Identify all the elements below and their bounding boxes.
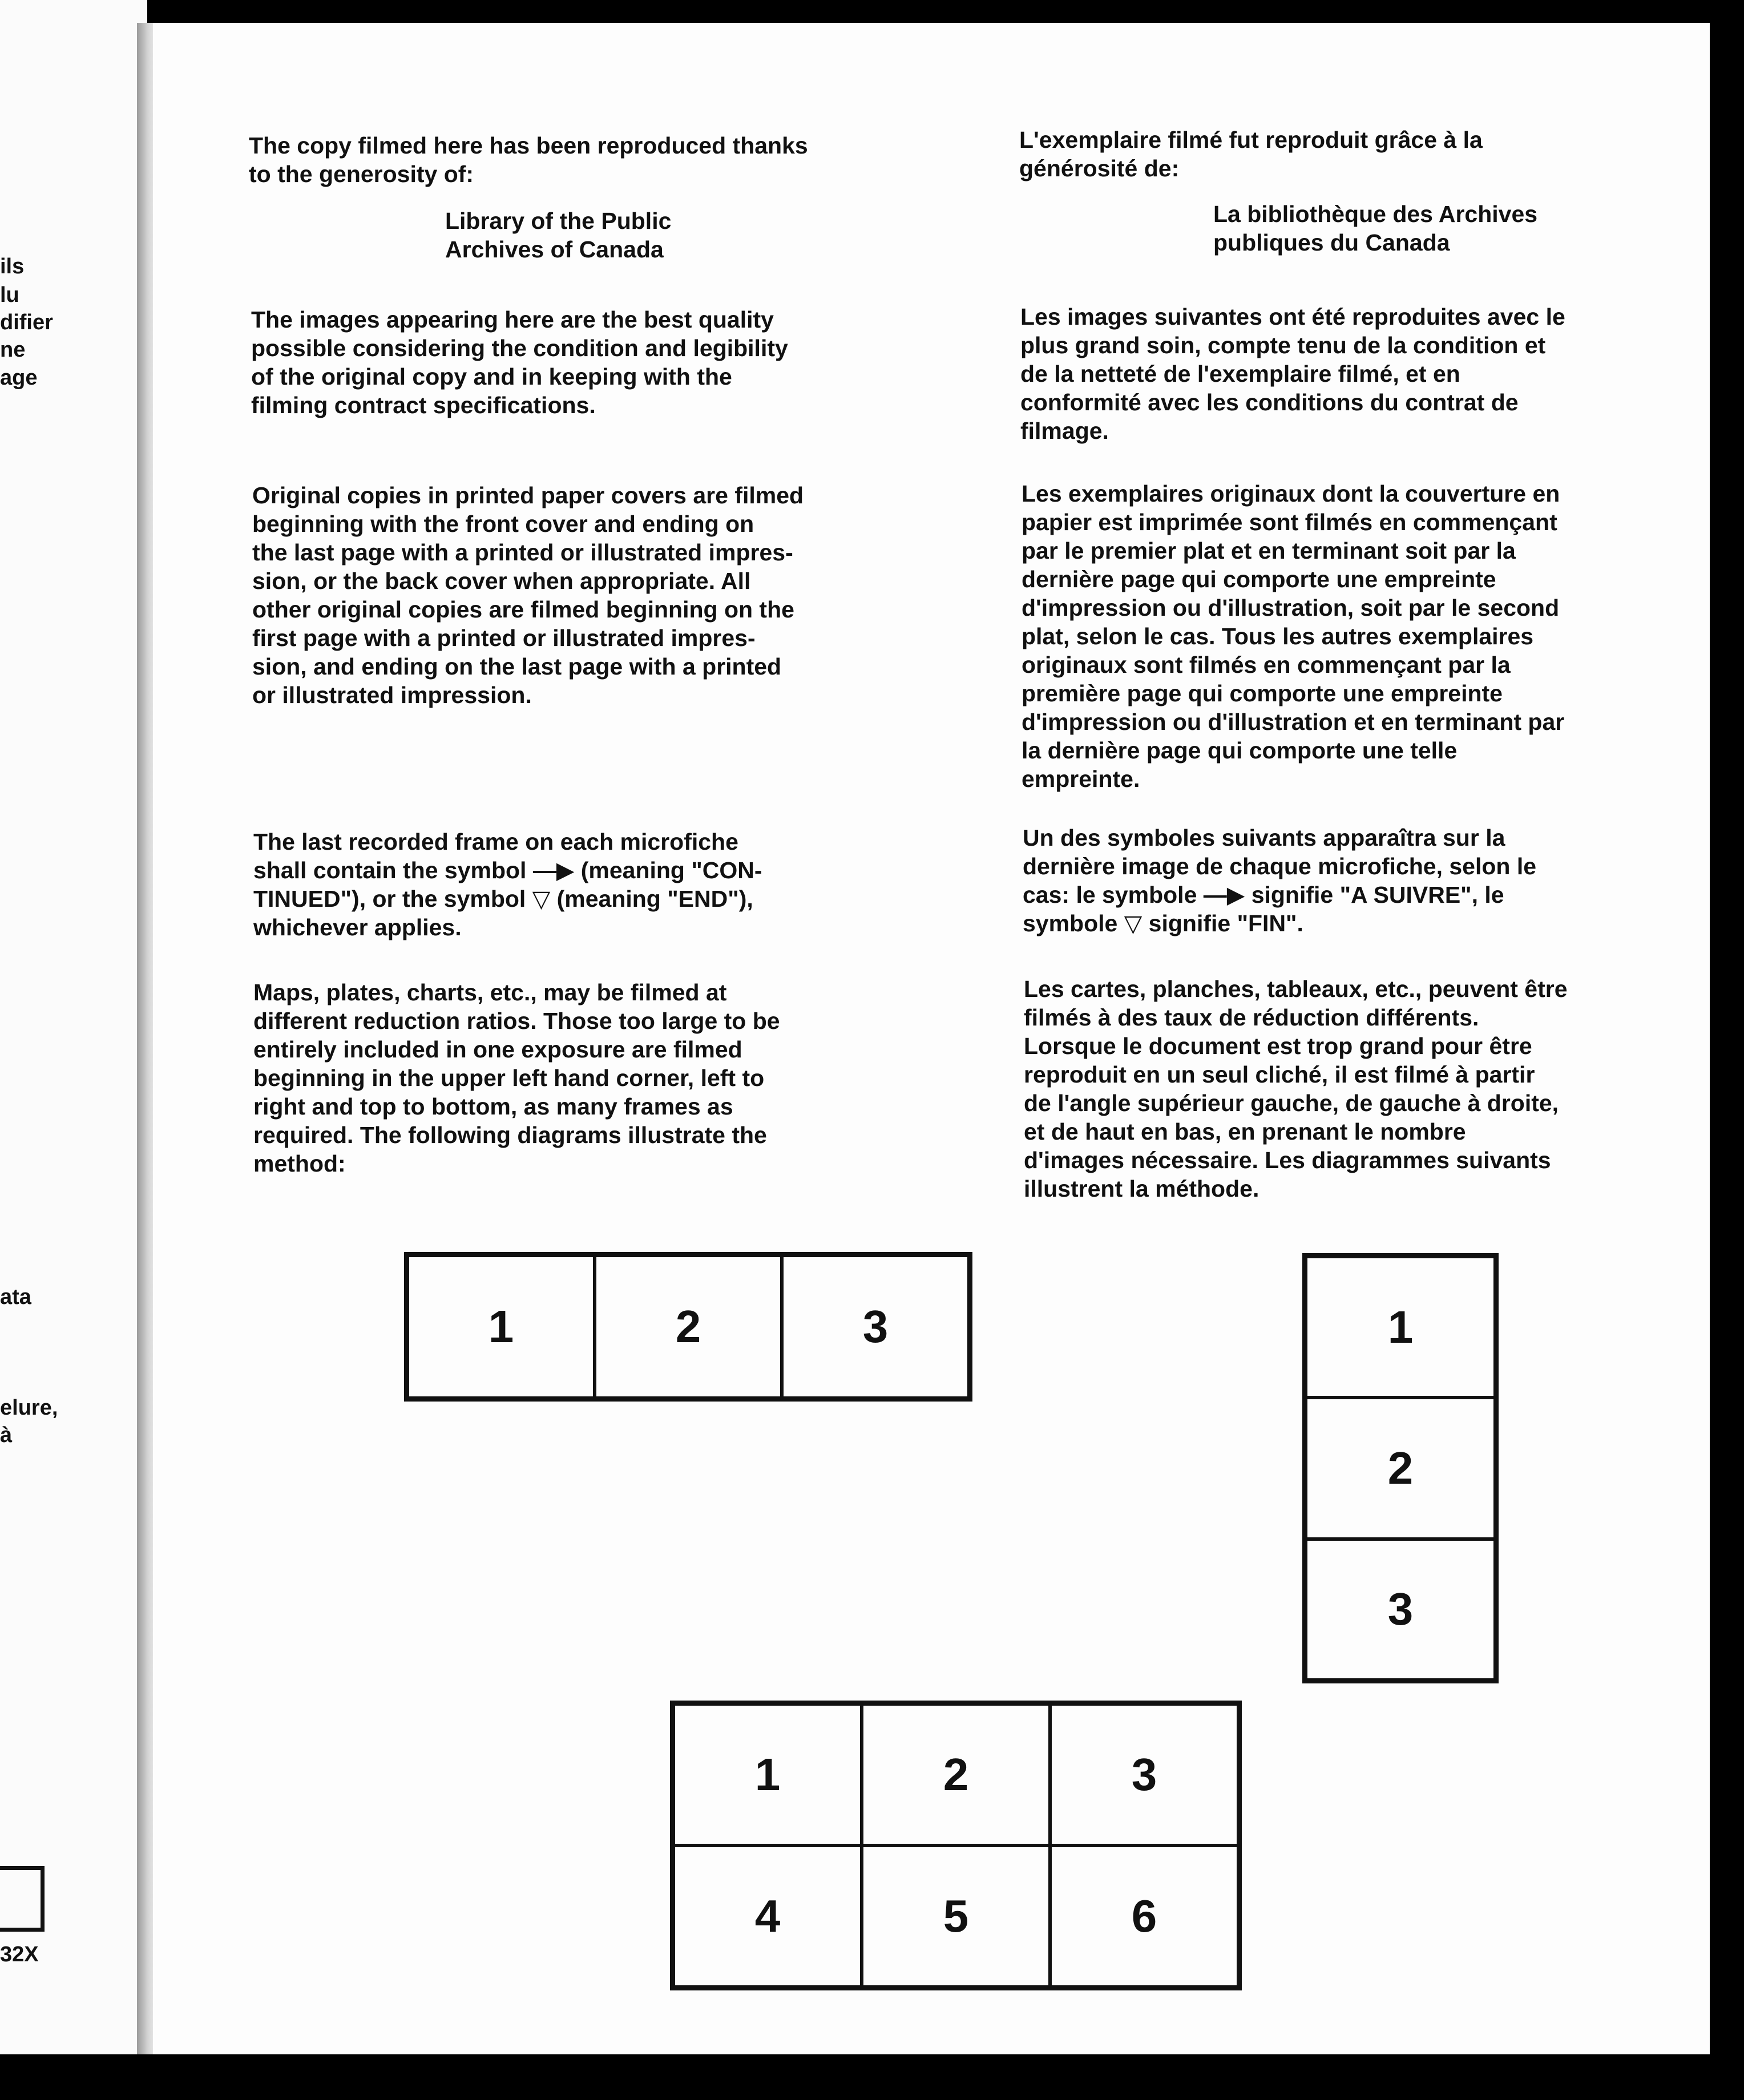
frame-cell: 3 <box>1050 1704 1238 1845</box>
frame-cell: 6 <box>1050 1845 1238 1987</box>
french-maps-paragraph: Les cartes, planches, tableaux, etc., peuvent être filmés à des taux de réduction différents. Lorsque le document est trop grand pour être reproduit en un seul cliché, il est filmé à partir de l'angle supérieur gauche, de gauche à droite, et de haut en bas, en prenant le nombre d'images nécessaire. Les diagrammes suivants illustrent la méthode. <box>1024 976 1568 1202</box>
fragment-line: lu <box>0 283 19 307</box>
frame-cell: 2 <box>1306 1398 1495 1538</box>
scan-top-edge <box>0 0 1744 23</box>
fragment-line: ata <box>0 1285 31 1309</box>
english-covers-paragraph: Original copies in printed paper covers are filmed beginning with the front cover and ending on the last page with a printed or illustrated impres- sion, or the back cover when appropriate. All other original copies are filmed beginning on the first page with a printed or illustrated impres- sion, and ending on the last page with a printed or illustrated impression. <box>252 482 804 708</box>
english-quality-paragraph: The images appearing here are the best quality possible considering the condition and legibility of the original copy and in keeping with the filming contract specifications. <box>251 306 788 418</box>
french-covers-paragraph: Les exemplaires originaux dont la couverture en papier est imprimée sont filmés en commençant par le premier plat et en terminant soit par la dernière page qui comporte une empreinte d'impression ou d'illustration, soit par le second plat, selon le cas. Tous les autres exemplaires originaux sont filmés en commençant par la première page qui comporte une empreinte d'impression ou d'illustration et en terminant par la dernière page qui comporte une telle empreinte. <box>1022 480 1565 792</box>
french-library-name: La bibliothèque des Archives publiques du Canada <box>1213 201 1538 256</box>
english-maps-paragraph: Maps, plates, charts, etc., may be filmed at different reduction ratios. Those too large to be entirely included in one exposure are filmed beginning in the upper left hand corner, left to right and top to bottom, as many frames as required. The following diagrams illustrate the method: <box>253 979 780 1177</box>
fragment-line: elure, <box>0 1396 58 1420</box>
frame-cell: 1 <box>1306 1257 1495 1398</box>
frame-cell: 2 <box>595 1255 782 1398</box>
frame-cell: 1 <box>673 1704 862 1845</box>
frame-cell: 4 <box>673 1845 862 1987</box>
fragment-line: ne <box>0 338 26 362</box>
french-quality-paragraph: Les images suivantes ont été reproduites avec le plus grand soin, compte tenu de la condition et de la netteté de l'exemplaire filmé, et en conformité avec les conditions du contrat de filmage. <box>1020 304 1565 444</box>
frame-cell: 3 <box>1306 1539 1495 1680</box>
diagram-grid <box>670 1701 1242 1990</box>
french-intro: L'exemplaire filmé fut reproduit grâce à la générosité de: <box>1019 127 1483 181</box>
frame-cell: 2 <box>862 1704 1050 1845</box>
frame-cell: 3 <box>782 1255 969 1398</box>
frame-cell: 5 <box>862 1845 1050 1987</box>
scan-right-edge <box>1710 0 1744 2100</box>
diagram-vertical <box>1302 1253 1499 1683</box>
english-library-name: Library of the Public Archives of Canada <box>445 208 672 262</box>
english-symbols-paragraph: The last recorded frame on each microfiche shall contain the symbol —▶ (meaning "CON- TINUED"), or the symbol ▽ (meaning "END"), whichever applies. <box>253 829 762 940</box>
fragment-line: difier <box>0 310 53 334</box>
fragment-line: age <box>0 366 38 390</box>
diagram-horizontal <box>404 1252 972 1402</box>
fragment-line: à <box>0 1423 13 1447</box>
english-intro: The copy filmed here has been reproduced thanks to the generosity of: <box>249 132 808 187</box>
fragment-box <box>0 1866 45 1932</box>
frame-cell: 1 <box>407 1255 595 1398</box>
fragment-line: ils <box>0 255 25 278</box>
scan-bottom-edge <box>0 2054 1744 2100</box>
fragment-label: 32X <box>0 1942 39 1966</box>
french-symbols-paragraph: Un des symboles suivants apparaîtra sur la dernière image de chaque microfiche, selon le cas: le symbole —▶ signifie "A SUIVRE", le symbole ▽ signifie "FIN". <box>1023 825 1537 936</box>
